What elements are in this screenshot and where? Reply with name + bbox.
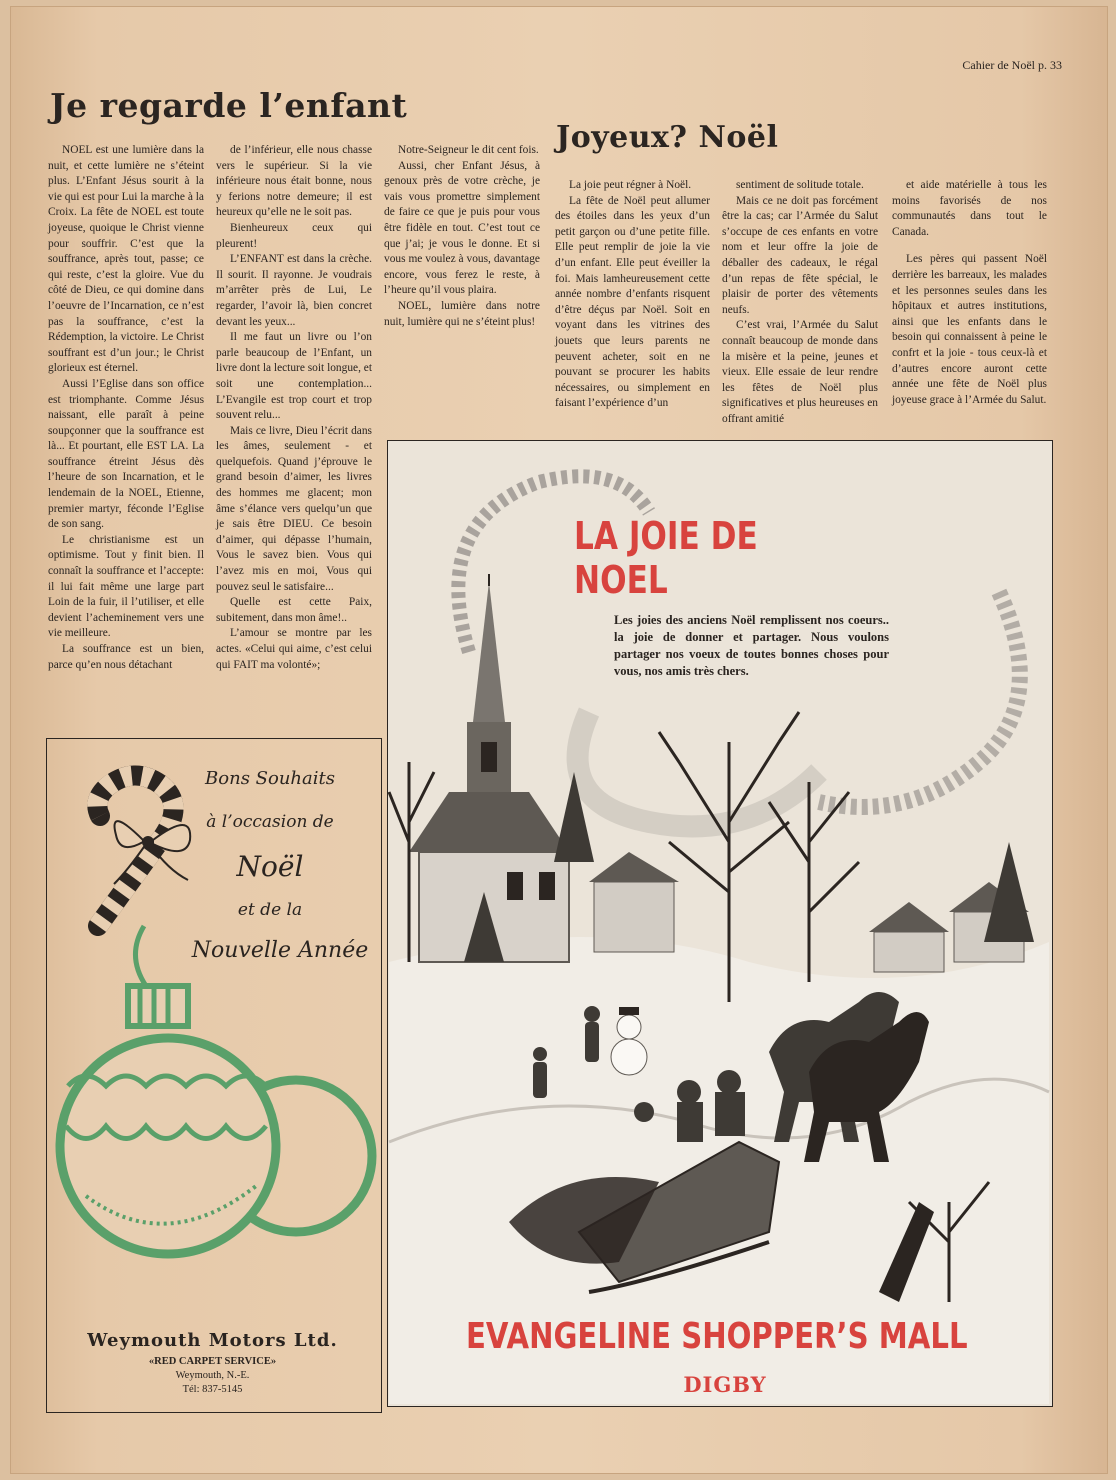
sky-swirl: [578, 712, 819, 826]
paragraph: Aussi, cher Enfant Jésus, à genoux près de votre crèche, je vais vous promettre simplement de faire ce que je puis pour vous être fidèle en tout. C’est tout ce que j’ai; je vous le donne. Et si vous me voulez à vous, davantage encore, vous ferez le reste, à l’heure qu’il vous plaira.: [384, 159, 540, 297]
company-town: Weymouth, N.-E.: [175, 1370, 250, 1381]
paragraph: sentiment de solitude totale.: [736, 179, 864, 191]
article2-column-2: [722, 178, 878, 428]
greeting-line-5: Nouvelle Année: [191, 938, 369, 963]
paragraph: NOEL, lumière dans notre nuit, lumière qui ne s’éteint plus!: [384, 299, 540, 328]
paragraph: La fête de Noël peut allumer des étoiles dans les yeux d’un petit garçon ou d’une petite fille. Elle peut remplir de joie la vie d’un enfant. Elle peut éveiller la foi. Mais lamheureusement cette année nombre d’enfants risquent d’être déçus par Noël. Soit en voyant dans les vitrines des jouets que leurs parents ne peuvent acheter, soit en ne pouvant se procurer les habits nécessaires, ou simplement en faisant l’expérience d’un: [555, 194, 710, 410]
paragraph: Aussi l’Eglise dans son office est triomphante. Comme Jésus naissant, elle paraît à peine soupçonner que la souffrance est là... Et pourtant, elle EST LA. La souffrance étreint Jésus dès l’heure de son Incarnation, et le lendemain de la NOEL, Etienne, premier martyr, féconde l’Eglise de son sang.: [48, 377, 204, 531]
paragraph: Bienheureux ceux qui pleurent!: [216, 221, 372, 250]
article1-column-1: [48, 143, 204, 673]
greeting-line-2: à l’occasion de: [206, 812, 334, 832]
paragraph: NOEL est une lumière dans la nuit, et cette lumière ne s’éteint plus. L’Enfant Jésus sourit à la vie qui est pour Lui la marche à la Croix. La fête de NOEL est toute joyeuse, quoique le Christ vienne pour souffrir. C’est que la souffrance, après tout, passe; ce qui reste, c’est la gloire. Vue du côté de Dieu, ce qui domine dans l’oeuvre de l’Incarnation, ce n’est pas la souffrance, c’est la Rédemption, la victoire. Le Christ souffrant est d’un jour.; le Christ glorieux est éternel.: [48, 144, 204, 375]
paragraph: C’est vrai, l’Armée du Salut connaît beaucoup de monde dans la misère et la peine, jeunes et vieux. Elle essaie de leur rendre les fêtes de Noël plus significatives et plus heureuses en offrant amitié: [722, 319, 878, 425]
paragraph: de l’inférieur, elle nous chasse vers le supérieur. Si la vie inférieure nous était bonne, nous y ferions notre demeure; il est heureux qu’elle ne le soit pas.: [216, 144, 372, 219]
store-name: EVANGELINE SHOPPER’S MALL: [466, 1316, 968, 1357]
paragraph: Mais ce livre, Dieu l’écrit dans les âmes, seulement - et quelquefois. Quand j’éprouve le grand besoin d’aimer, les livres des hommes me glacent; mon âme s’élance vers quelqu’un que je sais être DIEU. Ce besoin d’aimer, qui dépasse l’humain, Vous le savez bien. Vous qui l’avez mis en moi, Vous qui pouvez seul le satisfaire...: [216, 424, 372, 593]
article-title-joyeux-noel: Joyeux? Noël: [556, 120, 779, 155]
page-folio: Cahier de Noël p. 33: [962, 58, 1062, 72]
article2-column-3: [892, 178, 1047, 408]
company-name: Weymouth Motors Ltd.: [87, 1330, 338, 1351]
article1-column-3: [384, 143, 540, 330]
article2-column-1: [555, 178, 710, 412]
paragraph: La souffrance est un bien, parce qu’en nous détachant: [48, 643, 204, 671]
paragraph: Notre-Seigneur le dit cent fois.: [398, 144, 539, 156]
paragraph: et aide matérielle à tous les moins favorisés de nos communautés dans tout le Canada.: [892, 179, 1047, 238]
company-slogan: «RED CARPET SERVICE»: [148, 1356, 277, 1367]
paragraph: Quelle est cette Paix, subitement, dans mon âme!..: [216, 596, 372, 624]
company-phone: Tél: 837-5145: [182, 1384, 243, 1395]
church-steeple-icon: [409, 574, 569, 962]
article-title-je-regarde: Je regarde l’enfant: [50, 86, 408, 125]
ad-headline: LA JOIE DE NOEL: [574, 514, 758, 602]
greeting-line-1: Bons Souhaits: [205, 768, 335, 789]
christmas-ornament-icon: [56, 926, 386, 1286]
paragraph: Il me faut un livre ou l’on parle beaucoup de l’Enfant, un livre dont la lecture soit longue, et soit une contemplation... L’Evangile est trop court et trop souvent relu...: [216, 331, 372, 422]
paragraph: La joie peut régner à Noël.: [569, 179, 692, 191]
store-town: DIGBY: [683, 1372, 767, 1397]
paragraph: Mais ce ne doit pas forcément être la cas; car l’Armée du Salut s’occupe de ces enfants en votre nom et leur offre la joie de déballer des cadeaux, le régal d’un repas de fête spécial, le plaisir de porter des vêtements neufs.: [722, 194, 878, 316]
article1-column-2: [216, 143, 372, 673]
greeting-line-4: et de la: [237, 900, 303, 920]
greeting-line-3: Noël: [236, 850, 304, 883]
ad-message: Les joies des anciens Noël remplissent nos coeurs.. la joie de donner et partager. Nous voulons partager nos voeux de toutes bonnes choses pour vous, nos amis très chers.: [614, 613, 889, 678]
paragraph: L’amour se montre par les actes. «Celui qui aime, c’est celui qui FAIT ma volonté»;: [216, 627, 372, 671]
paragraph: L’ENFANT est dans la crèche. Il sourit. Il rayonne. Je voudrais m’arrêter près de Lui, Le regarder, l’avoir là, bien concret devant les yeux...: [216, 253, 372, 328]
paragraph: Le christianisme est un optimisme. Tout y finit bien. Il connaît la souffrance et l’accepte: il lui fait même une large part Loin de la fuir, il l’utiliser, et elle devient l’acheminement vers une vie meilleure.: [48, 533, 204, 640]
paragraph: Les pères qui passent Noël derrière les barreaux, les malades et les personnes seules dans les hôpitaux et autres institutions, ainsi que les enfants dans le besoin qui connaissent à peine le confrt et la joie - tous ceux-là et d’autres encore auront cette année une fête de Noël plus joyeuse grace à l’Armée du Salut.: [892, 253, 1047, 406]
